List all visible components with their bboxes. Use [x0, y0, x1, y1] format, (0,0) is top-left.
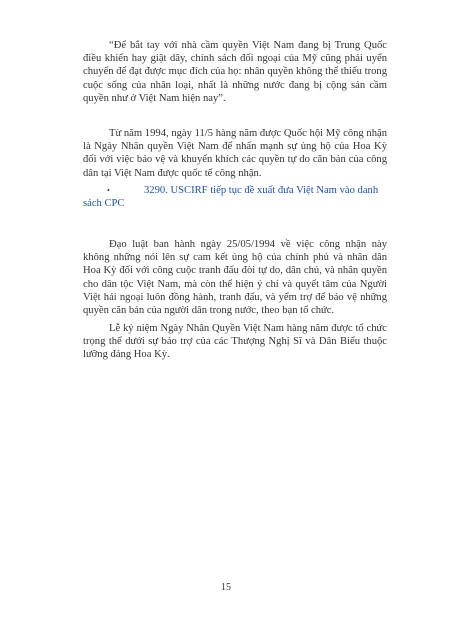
paragraph-celebration: Lễ kỷ niệm Ngày Nhân Quyền Việt Nam hàng năm được tổ chức trọng thể dưới sự bảo trợ của các Thượng Nghị Sĩ và Dân Biểu thuộc lưỡng đảng Hoa Kỳ.: [83, 323, 387, 361]
bullet-icon: •: [107, 186, 110, 195]
related-article-link[interactable]: 3290. USCIRF tiếp tục đề xuất đưa Việt Nam vào danh sách CPC: [83, 185, 379, 210]
paragraph-law: Đạo luật ban hành ngày 25/05/1994 về việc công nhận này không những nói lên sự cam kết ủng hộ của chính phủ và nhân dân Hoa Kỳ đối với công cuộc tranh đấu đòi tự do, dân chủ, và nhân quyền cho dân tộc Việt Nam, mà còn thể hiện ý chí và quyết tâm của Người Việt hải ngoại luôn đồng hành, tranh đấu, và yểm trợ để bảo vệ những quyền căn bản của người dân trong nước, theo bạn tổ chức.: [83, 239, 387, 317]
paragraph-quote: “Để bắt tay với nhà cầm quyền Việt Nam đang bị Trung Quốc điều khiển hay giật dây, chính sách đối ngoại của Mỹ cũng phải uyển chuyển để đạt được mục đích của họ: nhân quyền không thể thiếu trong cuộc sống của nhân loại, nhất là những nước đang bị cộng sản cầm quyền như ở Việt Nam hiện nay”.: [83, 40, 387, 104]
page-number: 15: [221, 582, 231, 593]
related-article-item[interactable]: [83, 184, 387, 210]
paragraph-human-rights-day: Từ năm 1994, ngày 11/5 hàng năm được Quốc hội Mỹ công nhận là Ngày Nhân quyền Việt Nam để nhấn mạnh sự ủng hộ của Hoa Kỳ đối với việc bảo vệ và khuyến khích các quyền tự do căn bản của công dân tại Việt Nam được quốc tế công nhận.: [83, 128, 387, 179]
